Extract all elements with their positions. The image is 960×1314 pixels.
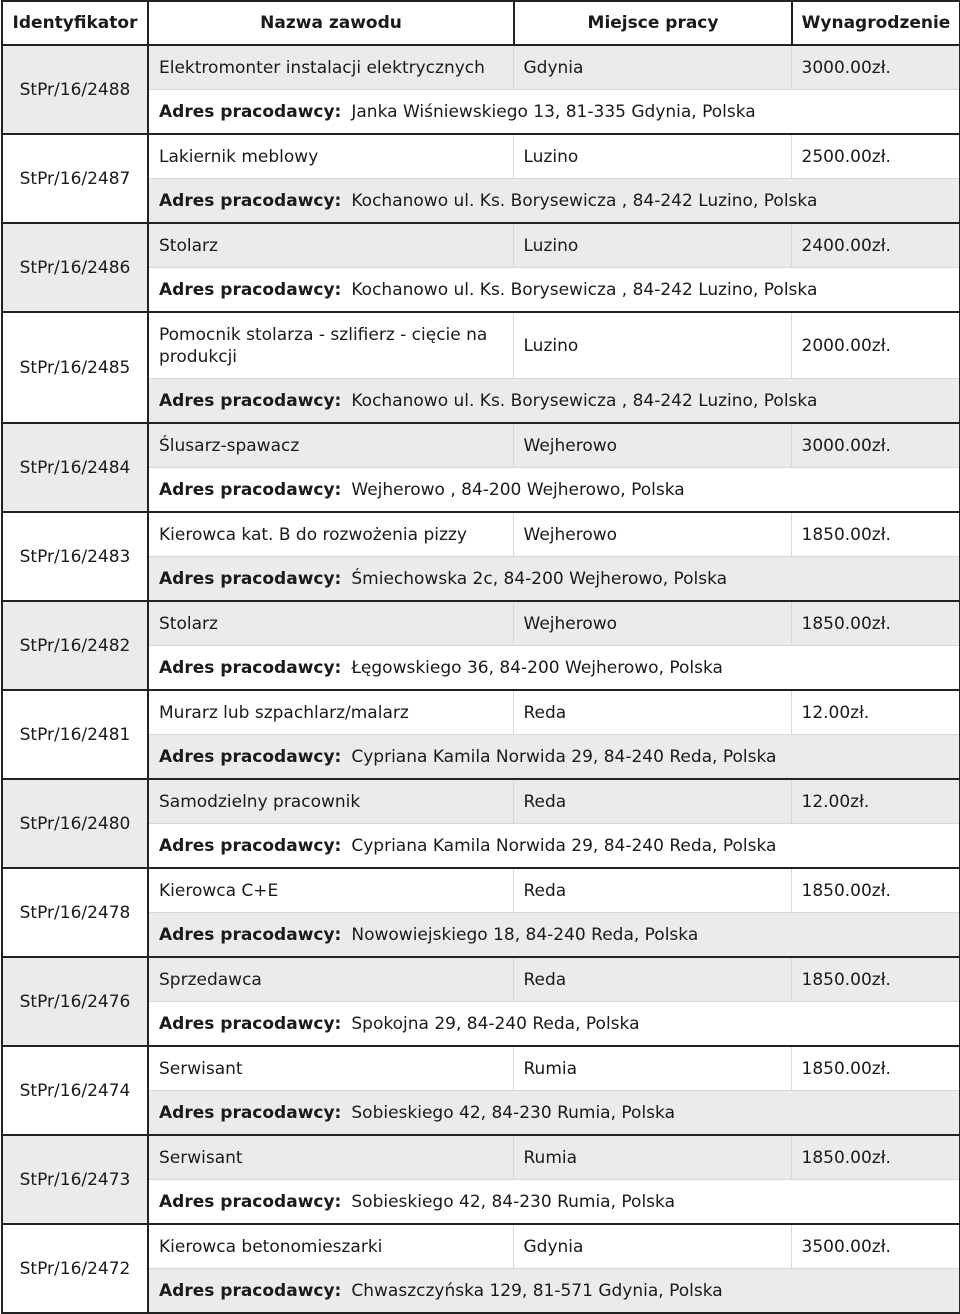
job-salary: 1850.00zł. (791, 869, 959, 913)
employer-address-label: Adres pracodawcy: (159, 746, 342, 767)
offer-details (148, 601, 960, 690)
table-row (2, 779, 960, 868)
offer-details-table (149, 46, 959, 133)
offer-details-table (149, 869, 959, 956)
offer-address-row (149, 468, 959, 512)
offer-main-row (149, 691, 959, 735)
job-salary: 1850.00zł. (791, 602, 959, 646)
employer-address-cell (149, 824, 959, 868)
job-salary: 2400.00zł. (791, 224, 959, 268)
offer-address-row (149, 268, 959, 312)
employer-address-cell (149, 557, 959, 601)
job-salary: 12.00zł. (791, 780, 959, 824)
employer-address-cell (149, 1002, 959, 1046)
job-salary: 1850.00zł. (791, 958, 959, 1002)
employer-address-cell (149, 646, 959, 690)
offer-main-row (149, 313, 959, 379)
offer-address-row (149, 90, 959, 134)
offer-details (148, 957, 960, 1046)
offer-id: StPr/16/2487 (2, 134, 148, 223)
job-location: Wejherowo (513, 424, 791, 468)
employer-address: Śmiechowska 2c, 84-200 Wejherowo, Polska (351, 568, 728, 589)
table-body (2, 45, 960, 1313)
job-salary: 2500.00zł. (791, 135, 959, 179)
offer-main-row (149, 780, 959, 824)
table-row (2, 512, 960, 601)
job-title: Kierowca kat. B do rozwożenia pizzy (149, 513, 513, 557)
employer-address: Spokojna 29, 84-240 Reda, Polska (351, 1013, 640, 1034)
table-header-row (2, 1, 960, 45)
employer-address-cell (149, 179, 959, 223)
job-location: Reda (513, 691, 791, 735)
job-salary: 3500.00zł. (791, 1225, 959, 1269)
job-title: Lakiernik meblowy (149, 135, 513, 179)
header-name: Nazwa zawodu (148, 1, 514, 45)
table-row (2, 134, 960, 223)
employer-address-label: Adres pracodawcy: (159, 479, 342, 500)
offer-id: StPr/16/2485 (2, 312, 148, 423)
offer-address-row (149, 913, 959, 957)
employer-address-label: Adres pracodawcy: (159, 101, 342, 122)
offer-main-row (149, 1136, 959, 1180)
employer-address: Janka Wiśniewskiego 13, 81-335 Gdynia, Polska (351, 101, 756, 122)
offer-main-row (149, 869, 959, 913)
employer-address: Wejherowo , 84-200 Wejherowo, Polska (351, 479, 685, 500)
job-salary: 3000.00zł. (791, 46, 959, 90)
offer-details-table (149, 513, 959, 600)
offer-main-row (149, 513, 959, 557)
offer-id: StPr/16/2483 (2, 512, 148, 601)
offer-id: StPr/16/2488 (2, 45, 148, 134)
table-row (2, 45, 960, 134)
job-title: Elektromonter instalacji elektrycznych (149, 46, 513, 90)
offer-details (148, 423, 960, 512)
offer-details (148, 134, 960, 223)
employer-address-label: Adres pracodawcy: (159, 279, 342, 300)
employer-address: Chwaszczyńska 129, 81-571 Gdynia, Polska (351, 1280, 723, 1301)
offer-details-table (149, 780, 959, 867)
offer-address-row (149, 179, 959, 223)
offer-main-row (149, 135, 959, 179)
offer-details-table (149, 1047, 959, 1134)
employer-address-label: Adres pracodawcy: (159, 190, 342, 211)
offer-address-row (149, 824, 959, 868)
job-location: Reda (513, 780, 791, 824)
offer-main-row (149, 46, 959, 90)
offer-id: StPr/16/2476 (2, 957, 148, 1046)
job-salary: 1850.00zł. (791, 1136, 959, 1180)
offer-address-row (149, 1091, 959, 1135)
employer-address-cell (149, 268, 959, 312)
job-location: Reda (513, 869, 791, 913)
employer-address-cell (149, 1091, 959, 1135)
employer-address-label: Adres pracodawcy: (159, 568, 342, 589)
employer-address-cell (149, 379, 959, 423)
job-offers-table (1, 0, 960, 1314)
offer-id: StPr/16/2472 (2, 1224, 148, 1313)
offer-details (148, 868, 960, 957)
job-salary: 2000.00zł. (791, 313, 959, 379)
employer-address-cell (149, 90, 959, 134)
employer-address-label: Adres pracodawcy: (159, 390, 342, 411)
job-location: Gdynia (513, 46, 791, 90)
offer-main-row (149, 224, 959, 268)
offer-main-row (149, 602, 959, 646)
offer-id: StPr/16/2473 (2, 1135, 148, 1224)
employer-address: Łęgowskiego 36, 84-200 Wejherowo, Polska (351, 657, 723, 678)
employer-address-label: Adres pracodawcy: (159, 924, 342, 945)
table-row (2, 1046, 960, 1135)
employer-address: Cypriana Kamila Norwida 29, 84-240 Reda, Polska (351, 835, 777, 856)
job-location: Wejherowo (513, 513, 791, 557)
job-salary: 1850.00zł. (791, 1047, 959, 1091)
offer-main-row (149, 958, 959, 1002)
offer-details (148, 312, 960, 423)
job-title: Samodzielny pracownik (149, 780, 513, 824)
offer-details (148, 45, 960, 134)
job-title: Sprzedawca (149, 958, 513, 1002)
employer-address-cell (149, 1269, 959, 1313)
job-title: Kierowca betonomieszarki (149, 1225, 513, 1269)
offer-details-table (149, 602, 959, 689)
offer-address-row (149, 1269, 959, 1313)
offer-address-row (149, 735, 959, 779)
header-id: Identyfikator (2, 1, 148, 45)
offer-main-row (149, 1047, 959, 1091)
header-pay: Wynagrodzenie (792, 1, 960, 45)
offer-details-table (149, 1136, 959, 1223)
job-location: Luzino (513, 135, 791, 179)
offer-details-table (149, 224, 959, 311)
offer-details-table (149, 691, 959, 778)
employer-address-label: Adres pracodawcy: (159, 657, 342, 678)
offer-main-row (149, 424, 959, 468)
employer-address: Kochanowo ul. Ks. Borysewicza , 84-242 Luzino, Polska (351, 279, 818, 300)
offer-details-table (149, 958, 959, 1045)
offer-details (148, 512, 960, 601)
job-title: Serwisant (149, 1136, 513, 1180)
offer-details (148, 779, 960, 868)
offer-details (148, 1046, 960, 1135)
employer-address-label: Adres pracodawcy: (159, 1191, 342, 1212)
offer-id: StPr/16/2482 (2, 601, 148, 690)
job-location: Luzino (513, 313, 791, 379)
offer-details-table (149, 424, 959, 511)
offer-address-row (149, 557, 959, 601)
offer-address-row (149, 1002, 959, 1046)
job-salary: 12.00zł. (791, 691, 959, 735)
offer-address-row (149, 379, 959, 423)
employer-address-cell (149, 468, 959, 512)
employer-address: Cypriana Kamila Norwida 29, 84-240 Reda, Polska (351, 746, 777, 767)
job-title: Ślusarz-spawacz (149, 424, 513, 468)
employer-address: Sobieskiego 42, 84-230 Rumia, Polska (351, 1191, 675, 1212)
offer-details-table (149, 135, 959, 222)
job-title: Serwisant (149, 1047, 513, 1091)
offer-main-row (149, 1225, 959, 1269)
offer-address-row (149, 646, 959, 690)
employer-address-label: Adres pracodawcy: (159, 1102, 342, 1123)
job-location: Rumia (513, 1047, 791, 1091)
table-row (2, 423, 960, 512)
employer-address-cell (149, 913, 959, 957)
job-title: Stolarz (149, 602, 513, 646)
job-title: Kierowca C+E (149, 869, 513, 913)
job-location: Gdynia (513, 1225, 791, 1269)
job-salary: 1850.00zł. (791, 513, 959, 557)
table-row (2, 1224, 960, 1313)
table-row (2, 1135, 960, 1224)
table-row (2, 690, 960, 779)
employer-address-label: Adres pracodawcy: (159, 1280, 342, 1301)
employer-address: Kochanowo ul. Ks. Borysewicza , 84-242 Luzino, Polska (351, 190, 818, 211)
offer-details-table (149, 313, 959, 422)
offer-id: StPr/16/2486 (2, 223, 148, 312)
table-row (2, 601, 960, 690)
employer-address: Nowowiejskiego 18, 84-240 Reda, Polska (351, 924, 699, 945)
job-location: Wejherowo (513, 602, 791, 646)
job-location: Rumia (513, 1136, 791, 1180)
offer-details (148, 1224, 960, 1313)
job-title: Stolarz (149, 224, 513, 268)
table-row (2, 868, 960, 957)
employer-address-label: Adres pracodawcy: (159, 1013, 342, 1034)
job-title: Pomocnik stolarza - szlifierz - cięcie na produkcji (149, 313, 513, 379)
employer-address: Kochanowo ul. Ks. Borysewicza , 84-242 Luzino, Polska (351, 390, 818, 411)
offer-details (148, 223, 960, 312)
offer-details (148, 690, 960, 779)
header-place: Miejsce pracy (514, 1, 792, 45)
employer-address-label: Adres pracodawcy: (159, 835, 342, 856)
job-salary: 3000.00zł. (791, 424, 959, 468)
job-title: Murarz lub szpachlarz/malarz (149, 691, 513, 735)
employer-address: Sobieskiego 42, 84-230 Rumia, Polska (351, 1102, 675, 1123)
table-row (2, 312, 960, 423)
offer-id: StPr/16/2481 (2, 690, 148, 779)
table-row (2, 957, 960, 1046)
offer-id: StPr/16/2484 (2, 423, 148, 512)
offer-id: StPr/16/2478 (2, 868, 148, 957)
offer-id: StPr/16/2480 (2, 779, 148, 868)
employer-address-cell (149, 1180, 959, 1224)
offer-details (148, 1135, 960, 1224)
job-location: Reda (513, 958, 791, 1002)
offer-details-table (149, 1225, 959, 1312)
job-location: Luzino (513, 224, 791, 268)
employer-address-cell (149, 735, 959, 779)
offer-address-row (149, 1180, 959, 1224)
table-row (2, 223, 960, 312)
offer-id: StPr/16/2474 (2, 1046, 148, 1135)
